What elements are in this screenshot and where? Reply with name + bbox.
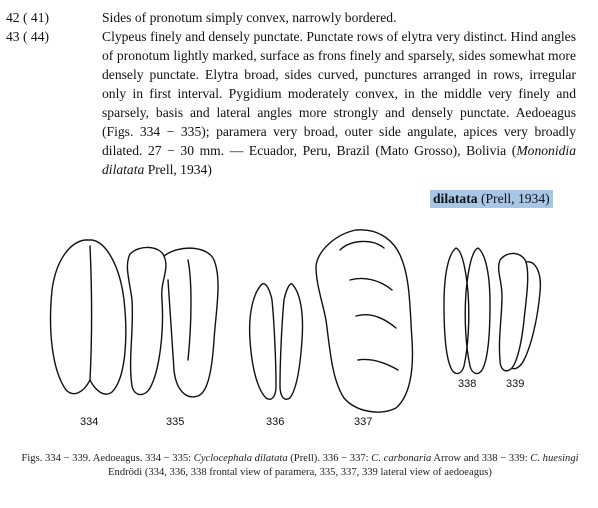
- figure-label-339: 339: [506, 378, 525, 390]
- entry-text: Clypeus finely and densely punctate. Punctate rows of elytra very distinct. Hind angles of pronotum lightly marked, surface as frons finely and sparsely, sides somewhat more densely punctate. Elytra broad, sides curved, punctures arranged in rows, irregular only in first interval. Pygidium moderately convex, in the middle very finely and sparsely, basis and lateral angles more strongly and densely punctate. Aedoeagus (Figs. 334 − 335); paramera very broad, outer side angulate, apices very broadly dilated. 27 − 30 mm. — Ecuador, Peru, Brazil (Mato Grosso), Bolivia (Mononidia dilatata Prell, 1934): [102, 29, 576, 177]
- species-author: (Prell, 1934): [477, 191, 550, 206]
- figure-label-336: 336: [266, 416, 285, 428]
- figure-label-337: 337: [354, 416, 373, 428]
- figure-label-338: 338: [458, 378, 477, 390]
- figure-335-drawing: [127, 247, 218, 396]
- synonym-name: Mononidia dilatata: [102, 143, 576, 177]
- figure-338-drawing: [444, 248, 490, 373]
- entry-number: 43 ( 44): [6, 29, 50, 44]
- synonym-author: Prell, 1934): [144, 162, 212, 177]
- entry-number: 42 ( 41): [6, 10, 50, 25]
- figure-label-335: 335: [166, 416, 185, 428]
- figure-label-334: 334: [80, 416, 99, 428]
- caption-taxon: Cyclocephala dilatata: [193, 453, 288, 464]
- entry-text: Sides of pronotum simply convex, narrowly bordered.: [102, 10, 397, 25]
- figure-caption: Figs. 334 − 339. Aedoeagus. 334 − 335: Cyclocephala dilatata (Prell). 336 − 337: C. carbonaria Arrow and 338 − 339: C. huesingi Endrödi (334, 336, 338 frontal view of paramera, 335, 337, 339 lateral view of aedoeagus): [21, 453, 579, 478]
- figure-334-drawing: [51, 240, 126, 394]
- figure-336-drawing: [250, 284, 303, 400]
- key-entry-43: [6, 27, 594, 179]
- caption-taxon: C. carbonaria: [371, 453, 432, 464]
- key-entry-42: [6, 8, 594, 27]
- aedeagus-figures: [0, 220, 598, 430]
- figure-339-drawing: [499, 253, 541, 370]
- entry-description: Clypeus finely and densely punctate. Punctate rows of elytra very distinct. Hind angles of pronotum lightly marked, surface as frons finely and sparsely, sides somewhat more densely punctate. Elytra broad, sides curved, punctures arranged in rows, irregular only in first interval. Pygidium moderately convex, in the middle very finely and sparsely, basis and lateral angles more strongly and densely punctate. Aedoeagus (Figs. 334 − 335); paramera very broad, outer side angulate, apices very broadly dilated. 27 − 30 mm. — Ecuador, Peru, Brazil (Mato Grosso), Bolivia: [102, 29, 576, 158]
- species-epithet: dilatata: [433, 191, 478, 206]
- species-name-highlight[interactable]: [430, 190, 553, 208]
- caption-taxon: C. huesingi: [530, 453, 579, 464]
- figure-337-drawing: [316, 230, 412, 412]
